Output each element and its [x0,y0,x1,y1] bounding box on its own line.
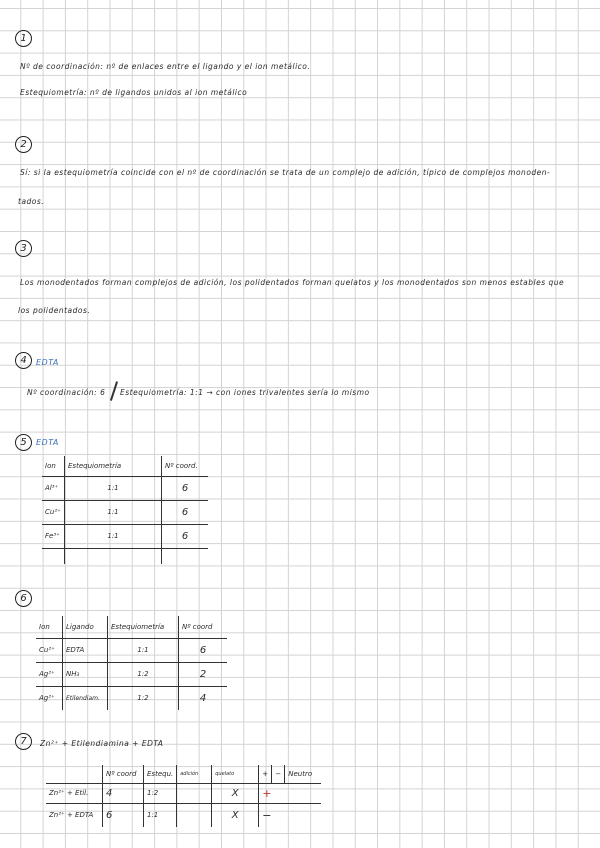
cell-ion: Cu²⁺ [36,638,63,662]
section-4-tag: EDTA [36,358,59,367]
definition-stoichiometry: Estequiometría: nº de ligandos unidos al ion metálico [20,88,248,97]
table-row [42,524,208,548]
cell-ion: Ag²⁺ [39,694,55,703]
cell-stoichiometry: 1:1 [65,500,162,524]
header-neutro: Neutro [285,765,322,783]
ligand-table [36,616,227,710]
header-ligand: Ligando [63,616,108,638]
section-7-title: Zn²⁺ + Etilendiamina + EDTA [40,739,164,748]
header-quelato: quelato [212,765,259,783]
edta-stoichiometry: Estequiometría: 1:1 → con iones trivalentes sería lo mismo [120,388,370,397]
charge-plus: + [262,786,272,800]
section-number-4: 4 [15,352,32,369]
cell-coord: 2 [179,662,228,686]
table-header-row [36,616,227,638]
cell-stoichiometry: 1:1 [65,476,162,500]
table-row [42,500,208,524]
cell-stoichiometry: 1:2 [108,686,179,710]
cell-charge [259,783,322,803]
header-stoich: Estequ. [144,765,177,783]
header-blank [46,765,103,783]
section-number-5: 5 [15,434,32,451]
cell-ligand: EDTA [63,638,108,662]
cell-coord: 4 [103,783,144,803]
edta-table [42,456,208,564]
table-row-empty [42,548,208,564]
section-5-tag: EDTA [36,438,59,447]
table-row [36,686,227,710]
table-row [46,803,321,827]
cell-coord: 6 [103,803,144,827]
table-row [36,638,227,662]
table-header-row [42,456,208,476]
header-plus: + [259,765,272,783]
cell-ion: Ag²⁺ [36,662,63,686]
cell-ion: Fe³⁺ [42,524,65,548]
section-number-7: 7 [15,733,32,750]
table-header-row [46,765,321,783]
cell-coord: 6 [179,638,228,662]
section-number-3: 3 [15,240,32,257]
cell-stoich: 1:1 [144,803,177,827]
slash-divider [110,381,118,400]
header-stoichiometry: Estequiometría [65,456,162,476]
charge-minus: − [262,808,272,822]
cell-quelato: X [212,803,259,827]
table-row [46,783,321,803]
answer-3-line-2: los polidentados. [18,306,91,315]
cell-complex: Zn²⁺ + EDTA [49,811,94,820]
cell-adicion [177,783,212,803]
edta-coordination-number: Nº coordinación: 6 [27,388,106,397]
header-ion: Ion [36,616,63,638]
definition-coordination-number: Nº de coordinación: nº de enlaces entre el ligando y el ion metálico. [20,62,311,71]
cell-stoichiometry: 1:2 [108,662,179,686]
section-number-2: 2 [15,136,32,153]
header-stoichiometry: Estequiometría [108,616,179,638]
zinc-complex-table [46,765,321,827]
cell-charge [259,803,322,827]
table-row [36,662,227,686]
cell-stoich: 1:2 [144,783,177,803]
header-minus: − [272,765,285,783]
cell-quelato: X [212,783,259,803]
cell-coord: 4 [179,686,228,710]
header-ion: Ion [42,456,65,476]
cell-ligand: NH₃ [63,662,108,686]
cell-ligand: Etilendiam. [63,686,108,710]
answer-3-line-1: Los monodentados forman complejos de adición, los polidentados forman quelatos y los monodentados son menos estables que [20,278,565,287]
header-coord: Nº coord [179,616,228,638]
cell-stoichiometry: 1:1 [108,638,179,662]
cell-ion: Cu²⁺ [42,500,65,524]
header-coord: Nº coord. [162,456,209,476]
cell-stoichiometry: 1:1 [65,524,162,548]
table-row [42,476,208,500]
cell-coord: 6 [162,500,209,524]
cell-complex: Zn²⁺ + Etil. [46,783,103,803]
header-adicion: adición [177,765,212,783]
header-coord: Nº coord [103,765,144,783]
cell-coord: 6 [162,524,209,548]
answer-2-line-2: tados. [18,197,45,206]
section-number-1: 1 [15,30,32,47]
cell-ion: Al³⁺ [42,476,65,500]
answer-2-line-1: Sí: si la estequiometría coincide con el nº de coordinación se trata de un complejo de adición, típico de complejos monoden- [20,168,551,177]
cell-adicion [177,803,212,827]
cell-coord: 6 [162,476,209,500]
section-number-6: 6 [15,590,32,607]
